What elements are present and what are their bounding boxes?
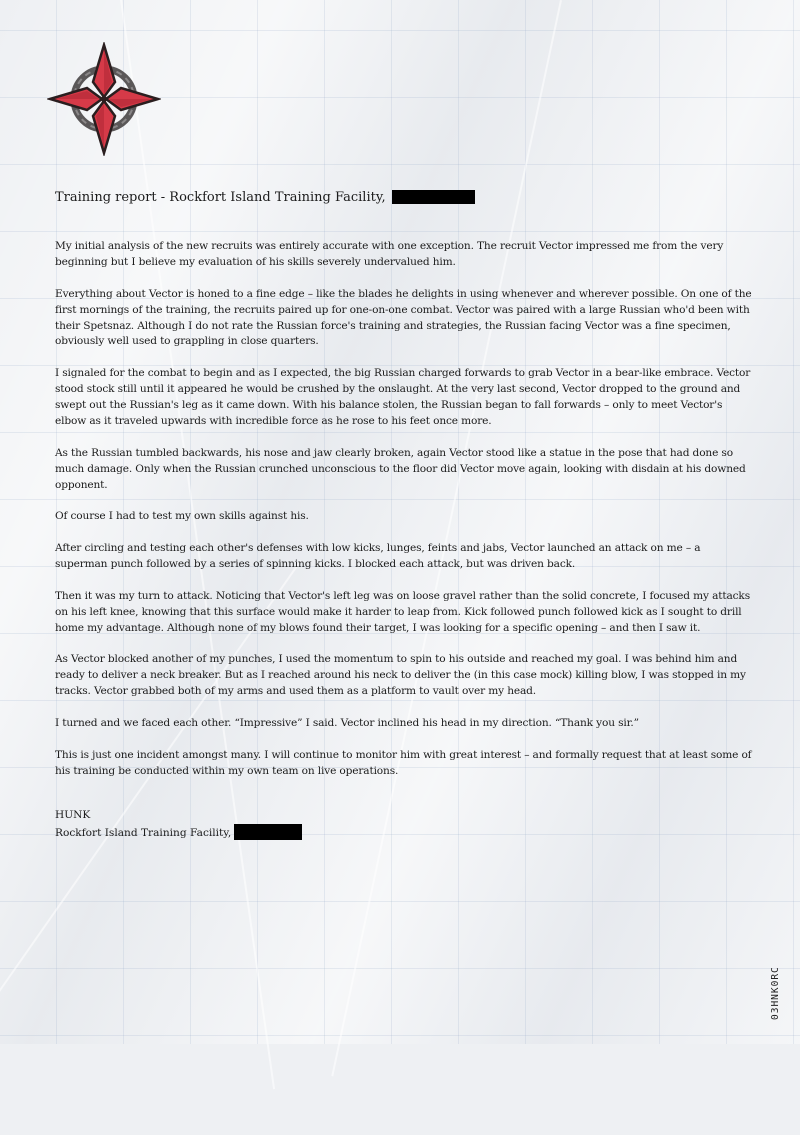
report-title-text: Training report - Rockfort Island Training Facility,	[55, 190, 386, 205]
signature-name: HUNK	[55, 809, 91, 821]
signature-location-line	[55, 824, 302, 842]
report-title	[55, 189, 475, 207]
paragraph: Then it was my turn to attack. Noticing that Vector's left leg was on loose gravel rather than the solid concrete, I focused my attacks on his left knee, knowing that this surface would make it harder to leap from. Kick followed punch followed kick as I sought to drill home my advantage. Although none of my blows found their target, I was looking for a specific opening – and then I saw it.	[55, 589, 750, 634]
redaction-bar	[234, 824, 302, 840]
signature-block	[55, 808, 302, 842]
signature-location: Rockfort Island Training Facility,	[55, 826, 232, 839]
umbrella-logo-icon	[47, 42, 161, 156]
paragraph: As Vector blocked another of my punches, I used the momentum to spin to his outside and reached my goal. I was behind him and ready to deliver a neck breaker. But as I reached around his neck to deliver the (in this case mock) killing blow, I was stopped in my tracks. Vector grabbed both of my arms and used them as a platform to vault over my head.	[55, 653, 746, 698]
paragraph: Of course I had to test my own skills against his.	[55, 510, 309, 523]
document-code: 03HNK0RC	[770, 966, 781, 1020]
paragraph: I signaled for the combat to begin and as I expected, the big Russian charged forwards to grab Vector in a bear-like embrace. Vector stood stock still until it appeared he would be crushed by the onslaught. At the very last second, Vector dropped to the ground and swept out the Russian's leg as it came down. With his balance stolen, the Russian began to fall forwards – only to meet Vector's elbow as it traveled upwards with incredible force as he rose to his feet once more.	[55, 367, 751, 427]
paragraph: This is just one incident amongst many. I will continue to monitor him with great interest – and formally request that at least some of his training be conducted within my own team on live operations.	[55, 748, 752, 777]
report-body	[55, 239, 755, 796]
paragraph: I turned and we faced each other. “Impressive” I said. Vector inclined his head in my direction. “Thank you sir.”	[55, 717, 639, 730]
paragraph: After circling and testing each other's defenses with low kicks, lunges, feints and jabs, Vector launched an attack on me – a superman punch followed by a series of spinning kicks. I blocked each attack, but was driven back.	[55, 542, 701, 571]
paragraph: Everything about Vector is honed to a fine edge – like the blades he delights in using whenever and wherever possible. On one of the first mornings of the training, the recruits paired up for one-on-one combat. Vector was paired with a large Russian who'd been with their Spetsnaz. Although I do not rate the Russian force's training and strategies, the Russian facing Vector was a fine specimen, obviously well used to grappling in close quarters.	[55, 287, 752, 348]
paragraph: As the Russian tumbled backwards, his nose and jaw clearly broken, again Vector stood like a statue in the pose that had done so much damage. Only when the Russian crunched unconscious to the floor did Vector move again, looking with disdain at his downed opponent.	[55, 446, 746, 491]
paragraph: My initial analysis of the new recruits was entirely accurate with one exception. The recruit Vector impressed me from the very beginning but I believe my evaluation of his skills severely undervalued him.	[55, 240, 724, 268]
redaction-bar	[392, 190, 475, 204]
